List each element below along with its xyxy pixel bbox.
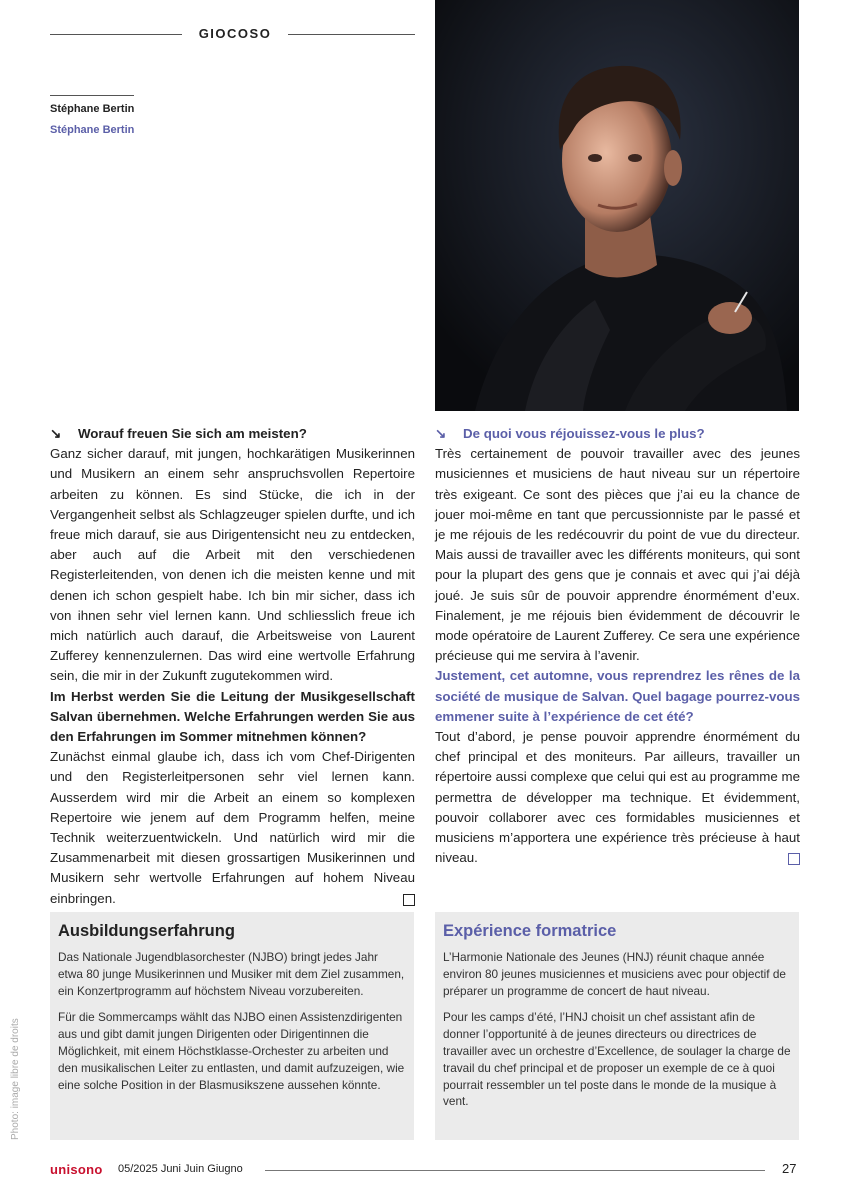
info-box-p1-fr: L’Harmonie Nationale des Jeunes (HNJ) réunit chaque année environ 80 jeunes musiciennes et musiciens avec pour objectif de préparer un programme de concert de haut niveau. [443,950,786,998]
page-number: 27 [782,1161,797,1176]
issue-info: 05/2025 Juni Juin Giugno [118,1163,243,1175]
info-box-p1-de: Das Nationale Jugendblasorchester (NJBO) bringt jedes Jahr etwa 80 junge Musikerinnen und Musiker mit dem Ziel zusammen, ein Konzertprogramm auf höchstem Niveau vorzubereiten. [58,950,405,998]
info-box-fr [435,912,799,1140]
answer-2-fr: Tout d’abord, je pense pouvoir apprendre énormément du chef principal et des moniteurs. Par ailleurs, travailler un répertoire aussi complexe que celui qui est au programme me permettra de développer ma technique. Et évidemment, pouvoir collaborer avec ces formidables musiciennes et musiciens m’apportera une expérience très précieuse à haut niveau. [435,729,800,866]
answer-2-de: Zunächst einmal glaube ich, dass ich vom Chef-Dirigenten und den Registerleitpersonen sehr viel lernen kann. Ausserdem wird mir die Arbeit an einem so komplexen Repertoire wie jenem auf dem Programm helfen, meine Technik weiterzuentwickeln. Und natürlich wird mir die Zusammenarbeit mit diesen grossartigen Musikerinnen und Musikern sehr wertvolle Erfahrungen auf hohem Niveau einbringen. [50,749,415,906]
interview-column-fr [435,424,800,868]
info-box-p2-de: Für die Sommercamps wählt das NJBO einen Assistenzdirigenten aus und gibt damit jungen Dirigenten oder Dirigentinnen die Möglichkeit, mit einem Höchstklasse-Orchester zu arbeiten und den musikalischen Leiter zu entlasten, und damit aufzuzeigen, wie eine solche Position in der Blasmusikszene aussehen könnte. [58,1010,405,1092]
question-1-fr: ↘ De quoi vous réjouissez-vous le plus? [435,424,800,444]
question-1-de: ↘ Worauf freuen Sie sich am meisten? [50,424,415,444]
section-title: GIOCOSO [198,26,272,41]
arrow-down-right-icon: ↘ [50,426,62,441]
footer-rule [265,1170,765,1171]
author-name-fr: Stéphane Bertin [50,124,135,136]
answer-1-fr: Très certainement de pouvoir travailler avec des jeunes musiciennes et musiciens de haut niveau sur un répertoire très exigeant. Ce sont des pièces que j’ai eu la chance de jouer moi-même en tant que percussionniste par le passé et je me réjouis de les redécouvrir du point de vue du directeur. Mais aussi de travailler avec les différents moniteurs, qui sont pour la plupart des gens que je connais et avec qui j’ai déjà joué. Je suis sûr de pouvoir apprendre énormément d’eux. Finalement, je me réjouis bien évidemment de découvrir le mode opératoire de Laurent Zufferey. Ce sera une expérience précieuse qui me servira à l’avenir. [435,446,800,664]
author-name-de: Stéphane Bertin [50,103,135,115]
unisono-logo: unisono [50,1162,103,1177]
portrait-photo [435,0,799,411]
info-box-p2-fr: Pour les camps d’été, l’HNJ choisit un chef assistant afin de donner l’opportunité à de jeunes directeurs ou directrices de travailler avec un orchestre d’Excellence, de soulager la charge de travail du chef principal et de proposer un exemple de ce à quoi pourrait ressembler un tel poste dans le monde de la musique à vent. [443,1010,791,1109]
end-square-icon [403,894,415,906]
arrow-down-right-icon: ↘ [435,426,447,441]
question-2-fr: Justement, cet automne, vous reprendrez les rênes de la société de musique de Salvan. Quel bagage pourrez-vous emmener suite à l’expérience de cet été? [435,668,800,724]
question-2-de: Im Herbst werden Sie die Leitung der Musikgesellschaft Salvan übernehmen. Welche Erfahrungen werden Sie aus den Erfahrungen im Sommer mitnehmen können? [50,688,415,745]
photo-credit: Photo: image libre de droits [10,1018,21,1140]
answer-1-de: Ganz sicher darauf, mit jungen, hochkarätigen Musikerinnen und Musikern an einem sehr anspruchsvollen Repertoire arbeiten zu können. Es sind Stücke, die ich in der Vergangenheit selbst als Schlagzeuger spielen durfte, und ich freue mich darauf, sie aus Dirigentensicht neu zu entdecken, aber auch auf die Arbeit mit den verschiedenen Registerleitenden, von denen ich die meisten kenne und mit denen ich schon gespielt habe. Ich bin mir sicher, dass ich von ihnen sehr viel lernen kann. Und schliesslich freue ich mich natürlich auch darauf, die Arbeitsweise von Laurent Zufferey kennenzulernen. Das wird eine wertvolle Erfahrung sein, die mir in der Zukunft zugutekommen wird. [50,446,415,684]
info-box-de [50,912,414,1140]
info-box-title-fr: Expérience formatrice [443,922,617,940]
header-rule-left [50,34,182,35]
end-square-icon [788,853,800,865]
header-rule-right [288,34,415,35]
author-rule [50,95,134,96]
info-box-title-de: Ausbildungserfahrung [58,922,235,940]
interview-column-de [50,424,415,909]
